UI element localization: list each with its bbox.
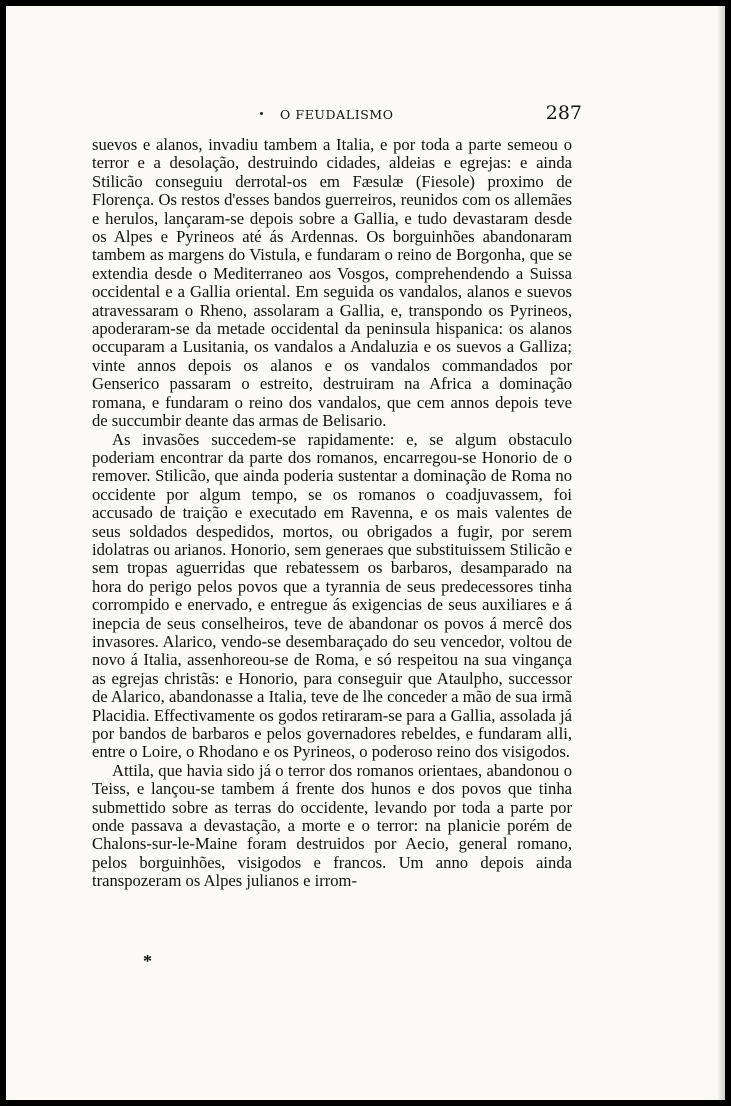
signature-mark: * [143, 951, 152, 971]
book-page [6, 6, 725, 1100]
body-text [92, 136, 572, 891]
page-number: 287 [545, 102, 582, 124]
running-title: O FEUDALISMO [280, 107, 394, 122]
scan-frame [6, 6, 725, 1100]
paragraph-1: suevos e alanos, invadiu tambem a Italia, e por toda a parte semeou o terror e a desolação, destruindo cidades, aldeias e egrejas: e ainda Stilicão conseguiu derrotal-os em Fæsulæ (Fiesole) proximo de Florença. Os restos d'esses bandos guerreiros, reunidos com os allemães e herulos, lançaram-se depois sobre a Gallia, e tudo devastaram desde os Alpes e Pyrineos até ás Ardennas. Os borguinhões abandonaram tambem as margens do Vistula, e fundaram o reino de Borgonha, que se extendia desde o Mediterraneo aos Vosgos, comprehendendo a Suissa occidental e a Gallia oriental. Em seguida os vandalos, alanos e suevos atravessaram o Rheno, assolaram a Gallia, e, transpondo os Pyrineos, apoderaram-se da metade occidental da peninsula hispanica: os alanos occuparam a Lusitania, os vandalos a Andaluzia e os suevos a Galliza; vinte annos depois os alanos e os vandalos commandados por Genserico passaram o estreito, destruiram na Africa a dominação romana, e fundaram o reino dos vandalos, que cem annos depois teve de succumbir deante das armas de Belisario. [92, 135, 572, 431]
paragraph-2: As invasões succedem-se rapidamente: e, se algum obstaculo poderiam encontrar da parte dos romanos, encarregou-se Honorio de o remover. Stilicão, que ainda poderia sustentar a dominação de Roma no occidente por algum tempo, se os romanos o coadjuvassem, foi accusado de traição e executado em Ravenna, e os mais valentes de seus soldados despedidos, mortos, ou obrigados a fugir, por serem idolatras ou arianos. Honorio, sem generaes que substituissem Stilicão e sem tropas aguerridas que rebatessem os barbaros, desamparado na hora do perigo pelos povos que a tyrannia de seus predecessores tinha corrompido e enervado, e entregue ás exigencias de seus auxiliares e á inepcia de seus conselheiros, teve de abandonar os povos á mercê dos invasores. Alarico, vendo-se desembaraçado do seu vencedor, voltou de novo á Italia, assenhoreou-se de Roma, e só respeitou na sua vingança as egrejas christãs: e Honorio, para conseguir que Ataulpho, successor de Alarico, abandonasse a Italia, teve de lhe conceder a mão de sua irmã Placidia. Effectivamente os godos retiraram-se para a Gallia, assolada já por bandos de barbaros e pelos governadores rebeldes, e fundaram alli, entre o Loire, o Rhodano e os Pyrineos, o poderoso reino dos visigodos. [92, 429, 572, 762]
running-header [86, 102, 582, 126]
page-edge-shadow [717, 6, 725, 1100]
paragraph-3: Attila, que havia sido já o terror dos romanos orientaes, abandonou o Teiss, e lançou-se tambem á frente dos hunos e dos povos que tinha submettido sobre as terras do occidente, levando por toda a parte por onde passava a devastação, a morte e o terror: na planicie porém de Chalons-sur-le-Maine foram destruidos por Aecio, general romano, pelos borguinhões, visigodos e francos. Um anno depois ainda transpozeram os Alpes julianos e irrom- [92, 760, 572, 891]
header-dot [260, 112, 263, 115]
